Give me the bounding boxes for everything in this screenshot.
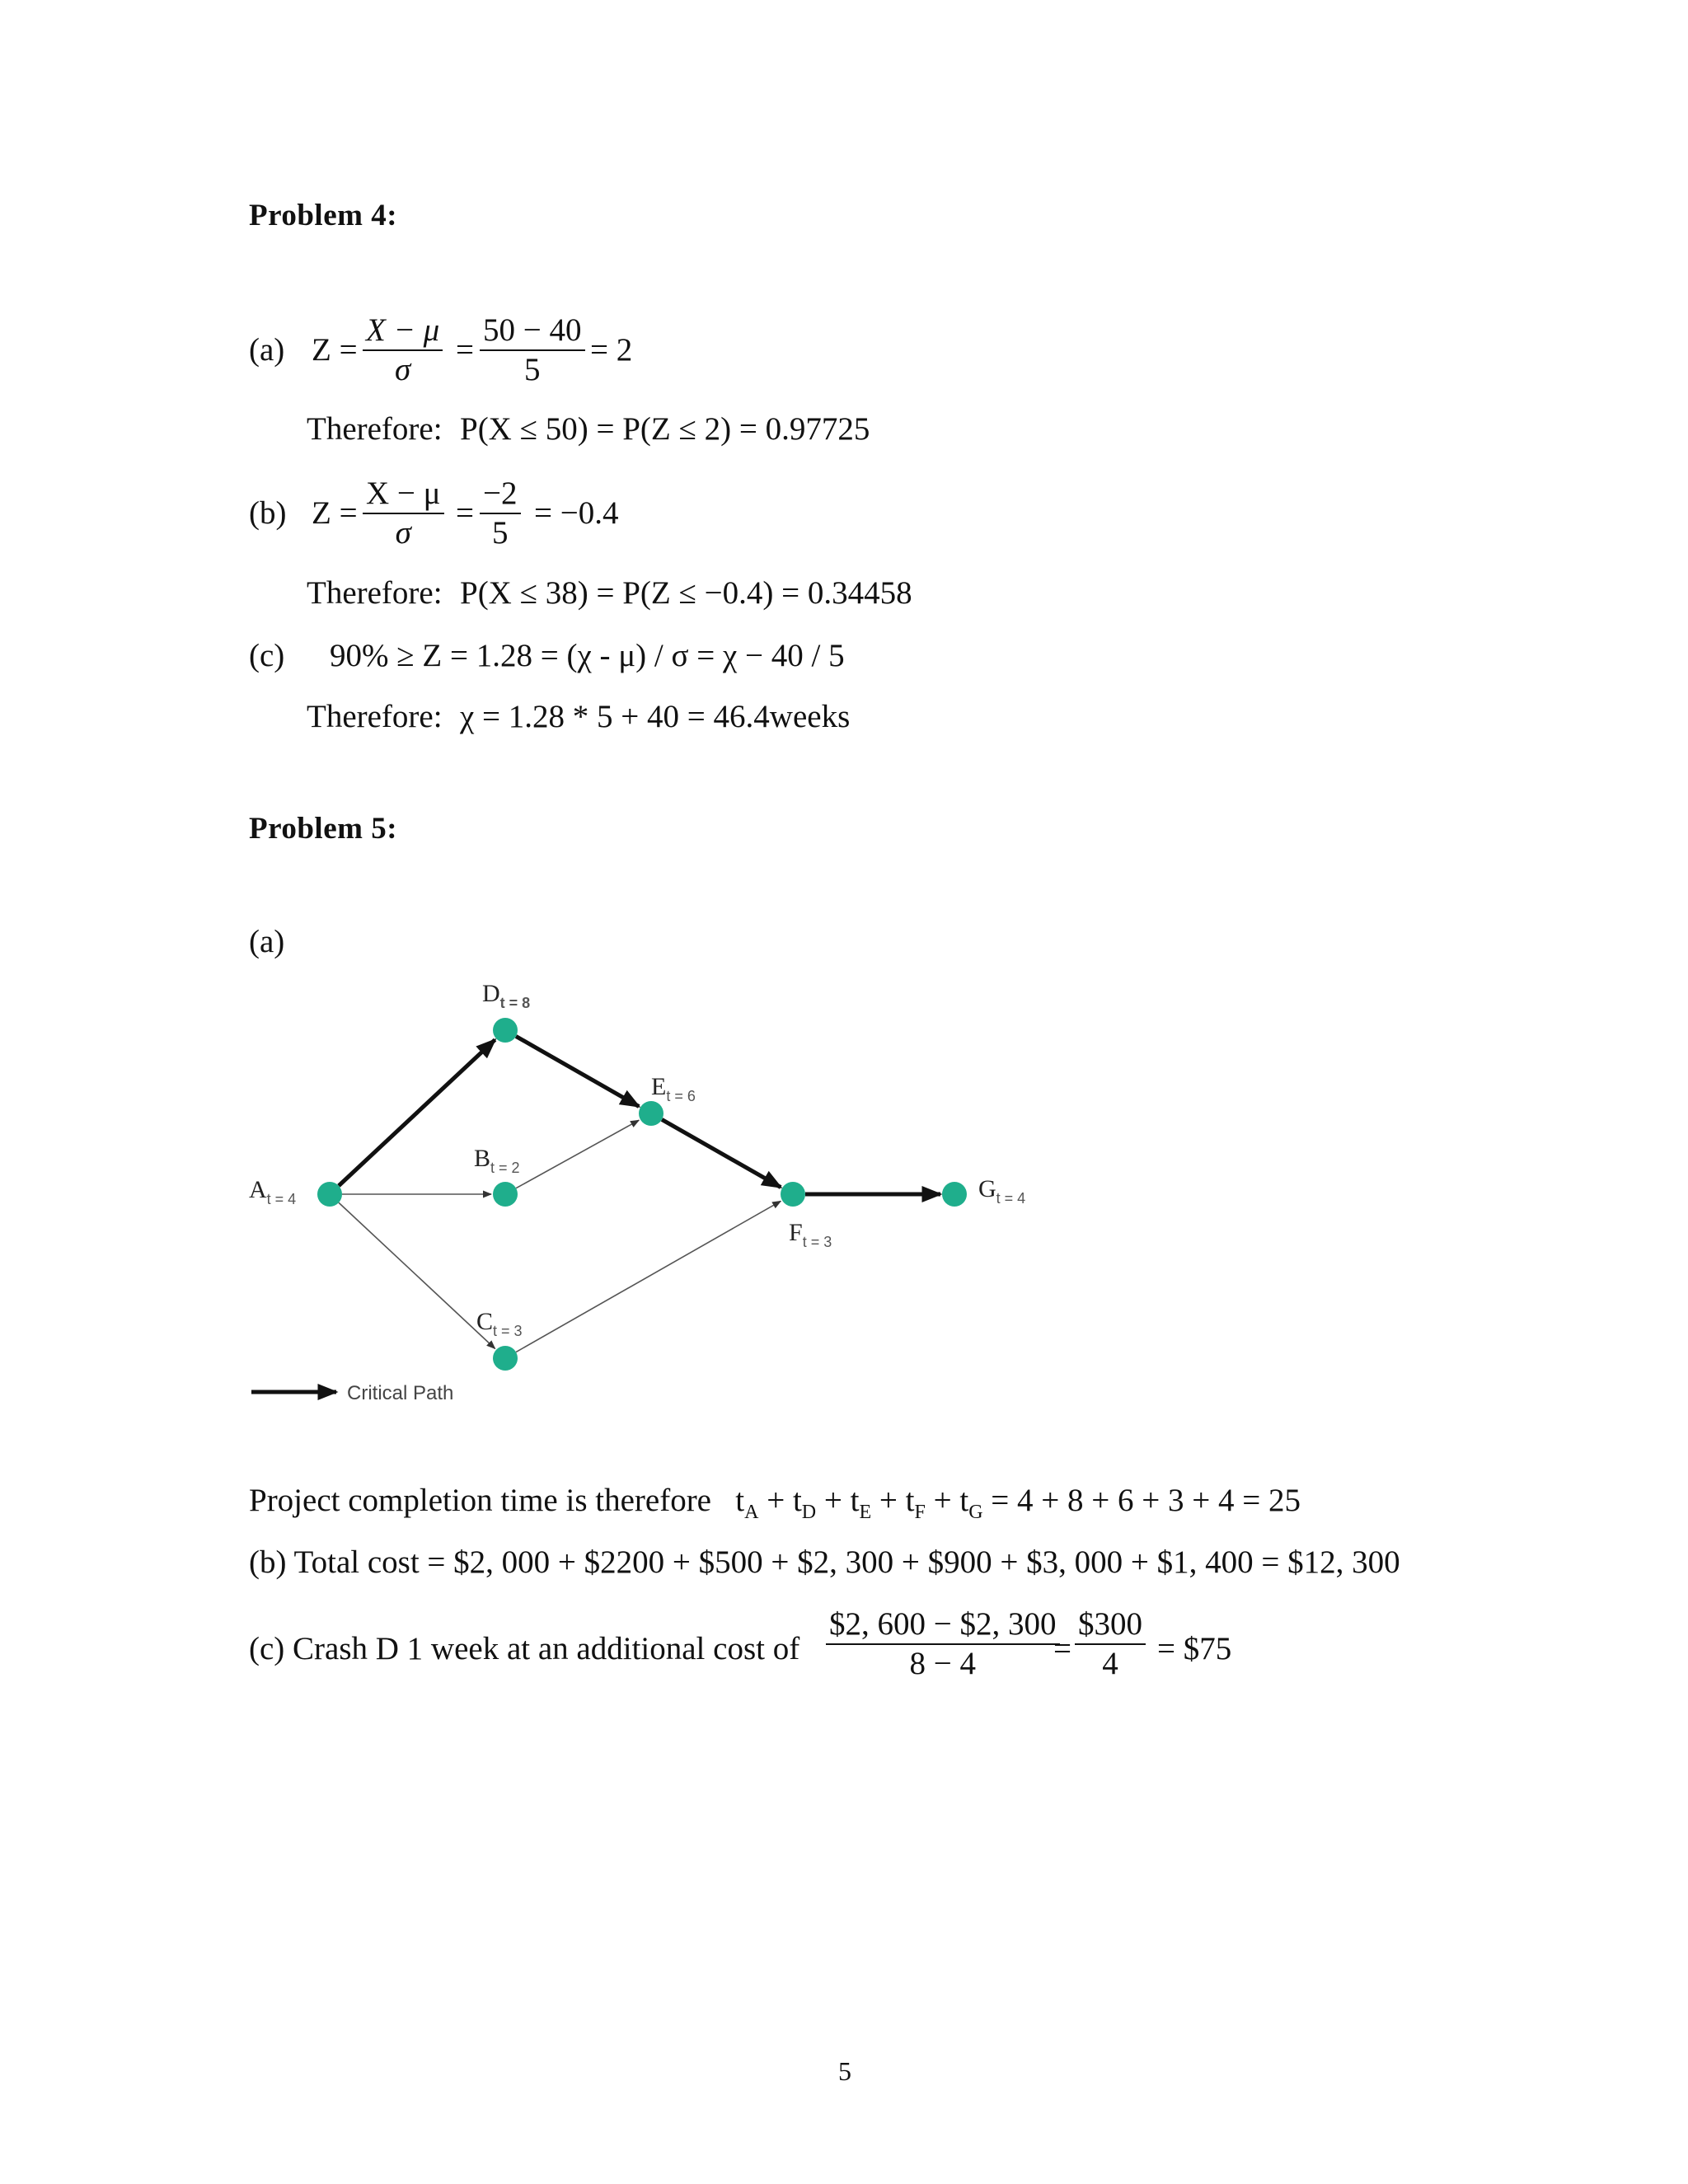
node-duration-B: t = 2	[490, 1160, 520, 1176]
node-B	[493, 1182, 518, 1207]
fraction-denominator: 4	[1102, 1646, 1118, 1681]
completion-time-line	[249, 1482, 1301, 1524]
part-b-therefore: Therefore:	[307, 575, 443, 611]
node-label-G: $G_{t = 4}$	[978, 1175, 1026, 1207]
part-b-z: Z =	[312, 495, 358, 531]
crash-result: = $75	[1157, 1631, 1232, 1666]
fraction-numerator: 50 − 40	[480, 312, 585, 351]
part-b-fraction-2	[480, 475, 521, 552]
part-b-result: = −0.4	[534, 495, 619, 531]
part-b-equals: =	[456, 495, 474, 531]
node-E	[639, 1101, 663, 1126]
crash-equals: =	[1053, 1631, 1071, 1666]
node-label-B: $B_{t = 2}$	[474, 1145, 520, 1176]
part-a-z: Z =	[312, 332, 358, 368]
subscript-A: A	[744, 1501, 759, 1523]
subscript-F: F	[914, 1501, 926, 1523]
completion-formula: $t_A + t_D + t_E + t_F + t_G$	[735, 1483, 983, 1523]
node-duration-G: t = 4	[996, 1190, 1026, 1207]
node-duration-A: t = 4	[266, 1191, 297, 1207]
crash-fraction-2	[1075, 1605, 1146, 1683]
node-duration-D: t = 8	[499, 995, 531, 1011]
subscript-E: E	[859, 1501, 872, 1523]
edge-C-F	[516, 1201, 781, 1352]
total-cost-line: (b) Total cost = $2, 000 + $2200 + $500 + $2, 300 + $900 + $3, 000 + $1, 400 = $12, 300	[249, 1544, 1400, 1580]
part-a-fraction-1	[363, 312, 443, 389]
node-label-D: $D_{t = 8}$	[482, 980, 531, 1011]
completion-result: = 4 + 8 + 6 + 3 + 4 = 25	[991, 1483, 1301, 1518]
edge-D-E-critical	[516, 1036, 639, 1106]
fraction-numerator: X − μ	[363, 312, 443, 351]
crash-text: (c) Crash D 1 week at an additional cost of	[249, 1631, 800, 1666]
completion-text: Project completion time is therefore	[249, 1483, 711, 1518]
node-label-C: $C_{t = 3}$	[476, 1308, 523, 1339]
fraction-denominator: 5	[524, 352, 541, 387]
part-a-probability: P(X ≤ 50) = P(Z ≤ 2) = 0.97725	[460, 411, 870, 447]
fraction-numerator: X − μ	[363, 475, 444, 514]
fraction-denominator: σ	[394, 352, 411, 387]
node-D	[493, 1018, 518, 1043]
legend	[251, 1382, 453, 1404]
edge-B-E	[516, 1120, 639, 1188]
subscript-D: D	[801, 1501, 817, 1523]
node-A	[317, 1182, 342, 1207]
part-a-fraction-2	[480, 312, 585, 389]
part-a-label: (a)	[249, 332, 285, 368]
fraction-denominator: 5	[492, 515, 509, 551]
part-b-probability: P(X ≤ 38) = P(Z ≤ −0.4) = 0.34458	[460, 575, 912, 611]
page-number: 5	[838, 2056, 851, 2086]
part-c-therefore: Therefore:	[307, 699, 443, 734]
node-label-F: $F_{t = 3}$	[789, 1219, 832, 1250]
part-b-fraction-1	[363, 475, 444, 552]
network-diagram	[239, 964, 1063, 1426]
part-a-result: = 2	[590, 332, 633, 368]
problem5-part-a-label: (a)	[249, 924, 285, 959]
node-duration-E: t = 6	[666, 1088, 696, 1104]
network-svg	[239, 964, 1063, 1426]
fraction-numerator: $300	[1075, 1605, 1146, 1645]
problem5-heading: Problem 5:	[249, 812, 398, 846]
part-c-label: (c)	[249, 638, 285, 673]
part-c-equation: 90% ≥ Z = 1.28 = (χ - μ) / σ = χ − 40 / 5	[330, 638, 845, 673]
part-a-therefore: Therefore:	[307, 411, 443, 447]
fraction-numerator: −2	[480, 475, 521, 514]
legend-label: Critical Path	[347, 1382, 454, 1404]
node-G	[942, 1182, 967, 1207]
subscript-G: G	[968, 1501, 983, 1523]
edge-E-F-critical	[662, 1119, 781, 1187]
fraction-denominator: 8 − 4	[909, 1646, 976, 1681]
part-c-result: χ = 1.28 * 5 + 40 = 46.4weeks	[460, 699, 851, 734]
node-C	[493, 1346, 518, 1371]
node-label-E: $E_{t = 6}$	[651, 1073, 696, 1104]
node-duration-C: t = 3	[493, 1323, 523, 1339]
edge-A-D-critical	[339, 1040, 495, 1186]
part-b-label: (b)	[249, 495, 287, 531]
fraction-denominator: σ	[395, 515, 411, 551]
edge-A-C	[339, 1202, 495, 1348]
part-a-equals: =	[456, 332, 474, 368]
crash-fraction-1	[826, 1605, 1060, 1683]
fraction-numerator: $2, 600 − $2, 300	[826, 1605, 1060, 1645]
node-duration-F: t = 3	[802, 1234, 832, 1250]
problem4-heading: Problem 4:	[249, 199, 398, 232]
node-F	[781, 1182, 805, 1207]
node-label-A: $A_{t = 4}$	[249, 1176, 297, 1207]
